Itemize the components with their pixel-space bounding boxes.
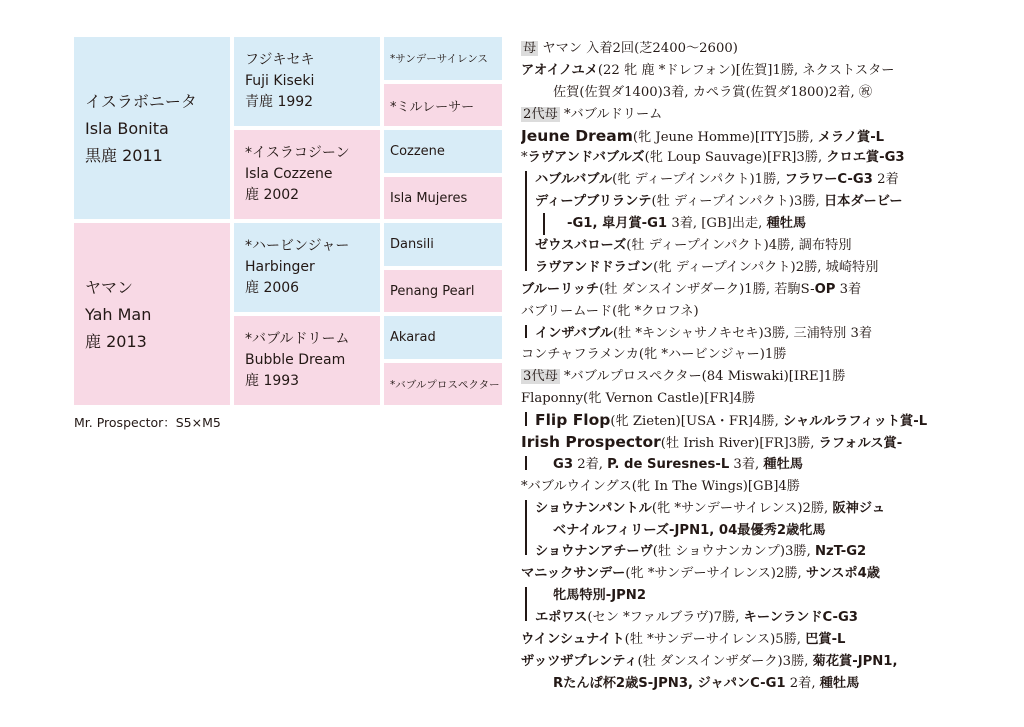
g3-cell-4: Isla Mujeres (384, 177, 502, 219)
family-line: ゼウスバローズ(牡 ディープインパクト)4勝, 調布特別 (521, 235, 961, 257)
family-line: マニックサンデー(牝 *サンデーサイレンス)2勝, サンスポ4歳 (521, 566, 880, 582)
dam-sire-en: Harbinger (245, 259, 315, 275)
family-line: コンチャフラメンカ(牝 *ハービンジャー)1勝 (521, 347, 787, 363)
dam-sire-info: 鹿 2006 (245, 280, 300, 296)
family-line: エポワス(セン *ファルブラヴ)7勝, キーンランドC-G3 (521, 607, 961, 629)
family-line: アオイノユメ(22 牝 鹿 *ドレフォン)[佐賀]1勝, ネクストスター (521, 62, 895, 78)
family-line: Irish Prospector(牡 Irish River)[FR]3勝, ラフォルス賞- (521, 433, 903, 452)
g3-cell-8: *バブルプロスペクター (384, 363, 502, 405)
dam-tag: 母 (523, 41, 537, 56)
dam-info: 鹿 2013 (85, 331, 147, 351)
family-line: 2代母 *バブルドリーム (523, 106, 663, 122)
family-line: ディープブリランテ(牡 ディープインパクト)3勝, 日本ダービー (521, 191, 961, 213)
g3-cell-5: Dansili (384, 223, 502, 266)
family-line: *バブルウイングス(牝 In The Wings)[GB]4勝 (521, 478, 800, 494)
family-line: 牝馬特別-JPN2 (521, 585, 961, 607)
dam-sire-cell (234, 223, 380, 312)
second-dam-tag: 2代母 (523, 106, 558, 122)
dam-name-jp: ヤマン (85, 277, 134, 297)
family-line: ザッツザプレンティ(牡 ダンスインザダーク)3勝, 菊花賞-JPN1, (521, 653, 898, 669)
third-dam-tag: 3代母 (523, 369, 558, 385)
g3-cell-3: Cozzene (384, 130, 502, 173)
sire-dam-jp: *イスラコジーン (245, 145, 350, 161)
family-line: ショウナンアチーヴ(牡 ショウナンカンプ)3勝, NzT-G2 (521, 541, 961, 563)
sire-dam-cell (234, 130, 380, 219)
family-line: ハブルバブル(牝 ディープインパクト)1勝, フラワーC-G3 2着 (521, 169, 961, 191)
dam-dam-info: 鹿 1993 (245, 373, 300, 389)
dam-dam-cell (234, 316, 380, 405)
inbreeding-note: Mr. Prospector：S5×M5 (74, 415, 221, 430)
family-line: ブルーリッチ(牡 ダンスインザダーク)1勝, 若駒S-OP 3着 (521, 281, 862, 297)
family-line: 母 ヤマン 入着2回(芝2400〜2600) (523, 41, 738, 56)
g3-cell-6: Penang Pearl (384, 270, 502, 312)
pedigree-table (74, 37, 502, 405)
family-line: Rたんぱ杯2歳S-JPN3, ジャパンC-G1 2着, 種牡馬 (553, 675, 860, 691)
family-line: ラヴアンドドラゴン(牝 ディープインパクト)2勝, 城崎特別 (521, 257, 961, 279)
g3-cell-1: *サンデーサイレンス (384, 37, 502, 80)
sire-name-en: Isla Bonita (85, 118, 169, 138)
sire-sire-info: 青鹿 1992 (245, 94, 314, 110)
family-line: インザバブル(牡 *キンシャサノキセキ)3勝, 三浦特別 3着 (521, 323, 961, 345)
family-line: Flaponny(牝 Vernon Castle)[FR]4勝 (521, 391, 756, 407)
dam-dam-jp: *バブルドリーム (245, 331, 350, 347)
sire-dam-info: 鹿 2002 (245, 187, 300, 203)
family-line: ウインシュナイト(牡 *サンデーサイレンス)5勝, 巴賞-L (521, 632, 846, 648)
dam-sire-jp: *ハービンジャー (245, 238, 350, 254)
sire-sire-jp: フジキセキ (245, 52, 315, 68)
family-line: 3代母 *バブルプロスペクター(84 Miswaki)[IRE]1勝 (523, 369, 846, 385)
sire-sire-cell (234, 37, 380, 126)
family-line: *ラヴアンドバブルズ(牝 Loup Sauvage)[FR]3勝, クロエ賞-G3 (521, 150, 905, 166)
family-line: Flip Flop(牝 Zieten)[USA・FR]4勝, シャルルラフィット賞-L (521, 410, 961, 432)
family-record (521, 38, 961, 695)
dam-dam-en: Bubble Dream (245, 352, 346, 368)
dam-cell (74, 223, 230, 405)
dam-name-en: Yah Man (85, 304, 152, 324)
sire-name-jp: イスラボニータ (85, 91, 197, 111)
family-line: 佐賀(佐賀ダ1400)3着, カペラ賞(佐賀ダ1800)2着, ㊗ (553, 84, 873, 100)
g3-cell-7: Akarad (384, 316, 502, 359)
family-line: Jeune Dream(牝 Jeune Homme)[ITY]5勝, メラノ賞-L (521, 126, 885, 145)
sire-dam-en: Isla Cozzene (245, 166, 333, 182)
family-line: G3 2着, P. de Suresnes-L 3着, 種牡馬 (521, 454, 961, 476)
family-line: -G1, 皐月賞-G1 3着, [GB]出走, 種牡馬 (521, 213, 961, 235)
family-line: ベナイルフィリーズ-JPN1, 04最優秀2歳牝馬 (521, 520, 961, 542)
sire-cell (74, 37, 230, 219)
family-line: バブリームード(牝 *クロフネ) (521, 303, 699, 319)
g3-cell-2: *ミルレーサー (384, 84, 502, 126)
family-line: ショウナンパントル(牝 *サンデーサイレンス)2勝, 阪神ジュ (521, 498, 961, 520)
sire-info: 黒鹿 2011 (85, 145, 163, 165)
sire-sire-en: Fuji Kiseki (245, 73, 315, 89)
